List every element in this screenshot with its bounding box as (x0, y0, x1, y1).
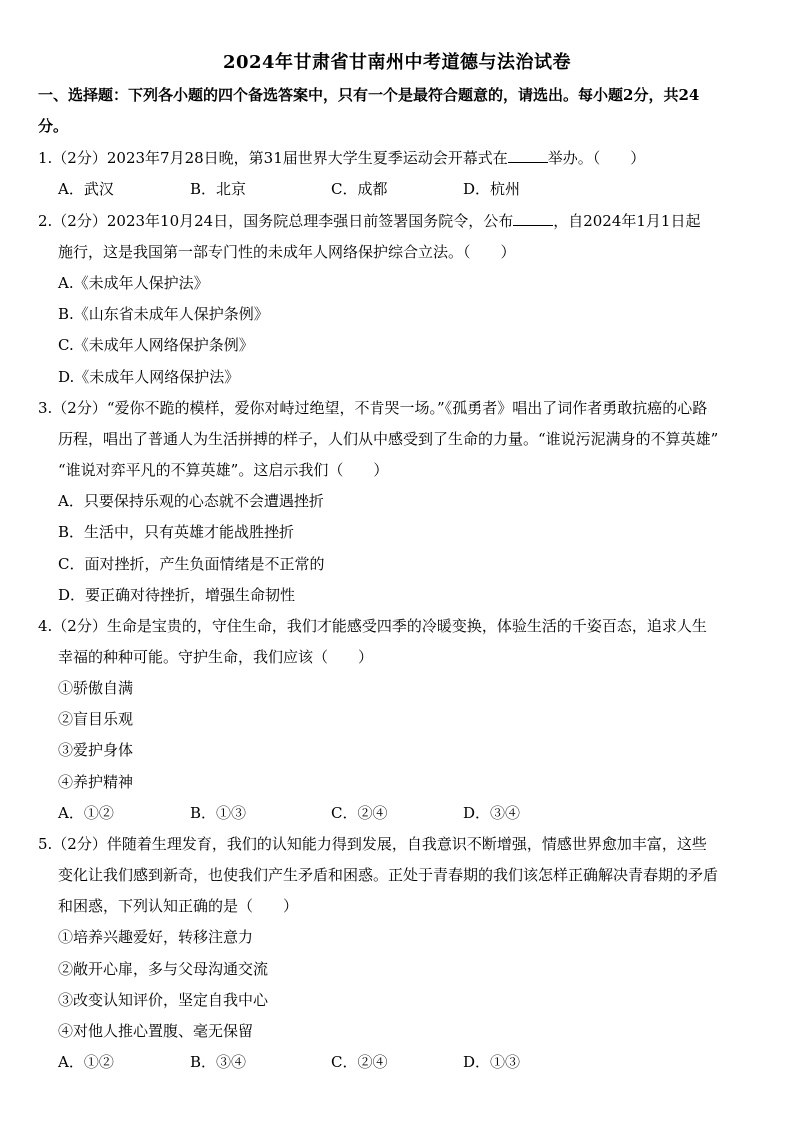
question-5-stem-line2: 变化让我们感到新奇，也使我们产生矛盾和困惑。正处于青春期的我们该怎样正确解决青春期的矛盾 (58, 866, 719, 884)
answer-blank (513, 211, 553, 226)
option-a[interactable]: A．①② (58, 1053, 114, 1071)
section-instructions-line2: 分。 (38, 117, 69, 135)
question-5-stem: 5.（2分）伴随着生理发育，我们的认知能力得到发展，自我意识不断增强，情感世界愈加丰富，这些 (38, 835, 707, 853)
option-a[interactable]: A．武汉 (58, 180, 114, 198)
option-c[interactable]: C.《未成年人网络保护条例》 (58, 336, 254, 354)
statement-item: ④养护精神 (58, 773, 134, 791)
option-d[interactable]: D．杭州 (463, 180, 521, 198)
option-a[interactable]: A．只要保持乐观的心态就不会遭遇挫折 (58, 492, 324, 510)
statement-item: ④对他人推心置腹、毫无保留 (58, 1022, 254, 1040)
question-2-stem (38, 211, 700, 231)
question-3-stem: 3.（2分）“爱你不跪的模样，爱你对峙过绝望，不肯哭一场。”《孤勇者》唱出了词作者勇敢抗癌的心路 (38, 399, 708, 417)
question-2-text-pre: 2.（2分）2023年10月24日，国务院总理李强日前签署国务院令，公布 (38, 212, 514, 230)
question-2-stem-line2: 施行，这是我国第一部专门性的未成年人网络保护综合立法。（ ） (58, 243, 516, 261)
question-1-text-pre: 1.（2分）2023年7月28日晚，第31届世界大学生夏季运动会开幕式在 (38, 149, 508, 167)
question-4-stem-line2: 幸福的种种可能。守护生命，我们应该（ ） (58, 648, 374, 666)
option-b[interactable]: B．北京 (190, 180, 247, 198)
option-b[interactable]: B．③④ (190, 1053, 247, 1071)
question-2-text-post: ，自2024年1月1日起 (553, 212, 701, 230)
option-a[interactable]: A.《未成年人保护法》 (58, 274, 209, 292)
option-d[interactable]: D．要正确对待挫折，增强生命韧性 (58, 586, 296, 604)
section-instructions-line1: 一、选择题：下列各小题的四个备选答案中，只有一个是最符合题意的，请选出。每小题2分，共24 (38, 86, 700, 104)
question-3-stem-line2: 历程，唱出了普通人为生活拼搏的样子，人们从中感受到了生命的力量。“谁说污泥满身的不算英雄” (58, 430, 719, 448)
option-c[interactable]: C．面对挫折，产生负面情绪是不正常的 (58, 555, 325, 573)
statement-item: ②敞开心扉，多与父母沟通交流 (58, 960, 269, 978)
option-c[interactable]: C．成都 (331, 180, 388, 198)
question-1-text-post: 举办。（ ） (547, 149, 646, 167)
option-b[interactable]: B．生活中，只有英雄才能战胜挫折 (58, 523, 295, 541)
option-a[interactable]: A．①② (58, 804, 114, 822)
question-1-stem (38, 148, 645, 168)
question-4-stem: 4.（2分）生命是宝贵的，守住生命，我们才能感受四季的冷暖变换，体验生活的千姿百态，追求人生 (38, 617, 707, 635)
statement-item: ②盲目乐观 (58, 710, 134, 728)
statement-item: ③改变认知评价，坚定自我中心 (58, 991, 269, 1009)
statement-item: ③爱护身体 (58, 741, 134, 759)
question-3-stem-line3: “谁说对弈平凡的不算英雄”。这启示我们（ ） (58, 461, 389, 479)
exam-title: 2024年甘肃省甘南州中考道德与法治试卷 (222, 52, 572, 73)
statement-item: ①培养兴趣爱好，转移注意力 (58, 928, 254, 946)
section-instructions (38, 80, 758, 142)
answer-blank (508, 148, 548, 163)
option-d[interactable]: D．①③ (463, 1053, 521, 1071)
option-c[interactable]: C．②④ (331, 1053, 388, 1071)
option-b[interactable]: B.《山东省未成年人保护条例》 (58, 305, 269, 323)
option-d[interactable]: D．③④ (463, 804, 521, 822)
option-b[interactable]: B．①③ (190, 804, 247, 822)
question-5-stem-line3: 和困惑，下列认知正确的是（ ） (58, 897, 299, 915)
statement-item: ①骄傲自满 (58, 679, 134, 697)
option-d[interactable]: D.《未成年人网络保护法》 (58, 368, 240, 386)
option-c[interactable]: C．②④ (331, 804, 388, 822)
